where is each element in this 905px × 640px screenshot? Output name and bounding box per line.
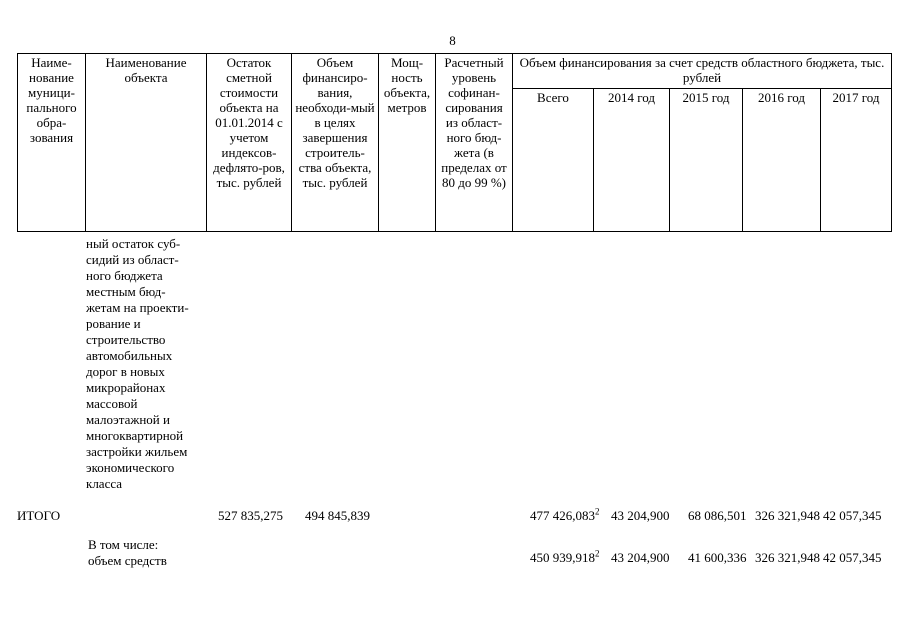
- including-2015: 41 600,336: [688, 550, 747, 565]
- funds-volume-label: объем средств: [88, 553, 167, 568]
- header-year-2014: 2014 год: [594, 89, 670, 232]
- including-total-footnote: 2: [595, 548, 600, 559]
- header-financing-volume: Объем финансиро-вания, необходи-мый в целях завершения строитель-ства объекта, тыс. рублей: [292, 54, 379, 232]
- description-line: строительство: [86, 332, 166, 347]
- description-line: многоквартирной: [86, 428, 184, 443]
- including-label: В том числе:: [88, 537, 159, 552]
- header-municipality: Наиме-нование муници-пального обра-зования: [18, 54, 86, 232]
- header-remaining-cost: Остаток сметной стоимости объекта на 01.01.2014 с учетом индексов-дефлято-ров, тыс. рублей: [207, 54, 292, 232]
- including-2014: 43 204,900: [611, 550, 670, 565]
- header-object-name: Наименование объекта: [86, 54, 207, 232]
- header-regional-budget-group: Объем финансирования за счет средств областного бюджета, тыс. рублей: [513, 54, 892, 89]
- including-total: [530, 550, 600, 565]
- header-year-2016: 2016 год: [743, 89, 821, 232]
- itogo-2014: 43 204,900: [611, 508, 670, 523]
- description-line: класса: [86, 476, 123, 491]
- header-year-2017: 2017 год: [821, 89, 892, 232]
- header-total: Всего: [513, 89, 594, 232]
- header-table: [17, 53, 892, 232]
- itogo-2017: 42 057,345: [823, 508, 882, 523]
- itogo-2015: 68 086,501: [688, 508, 747, 523]
- itogo-total-footnote: 2: [595, 506, 600, 517]
- including-2017: 42 057,345: [823, 550, 882, 565]
- description-line: автомобильных: [86, 348, 173, 363]
- including-2016: 326 321,948: [755, 550, 820, 565]
- description-line: сидий из област-: [86, 252, 179, 267]
- itogo-remaining-cost: 527 835,275: [218, 508, 283, 523]
- description-line: микрорайонах: [86, 380, 166, 395]
- itogo-2016: 326 321,948: [755, 508, 820, 523]
- including-total-value: 450 939,918: [530, 550, 595, 565]
- description-line: ного бюджета: [86, 268, 163, 283]
- header-year-2015: 2015 год: [670, 89, 743, 232]
- page-number: 8: [449, 33, 456, 48]
- description-line: местным бюд-: [86, 284, 166, 299]
- description-line: дорог в новых: [86, 364, 165, 379]
- description-line: рование и: [86, 316, 141, 331]
- object-description: [86, 236, 216, 492]
- description-line: массовой: [86, 396, 138, 411]
- header-cofinancing-level: Расчетный уровень софинан-сирования из област-ного бюд-жета (в пределах от 80 до 99 %): [436, 54, 513, 232]
- itogo-total-value: 477 426,083: [530, 508, 595, 523]
- itogo-total: [530, 508, 600, 523]
- description-line: ный остаток суб-: [86, 236, 181, 251]
- description-line: экономического: [86, 460, 175, 475]
- description-line: застройки жильем: [86, 444, 188, 459]
- itogo-financing-volume: 494 845,839: [305, 508, 370, 523]
- itogo-label: ИТОГО: [17, 508, 61, 523]
- header-capacity: Мощ-ность объекта, метров: [379, 54, 436, 232]
- description-line: малоэтажной и: [86, 412, 170, 427]
- description-line: жетам на проекти-: [86, 300, 189, 315]
